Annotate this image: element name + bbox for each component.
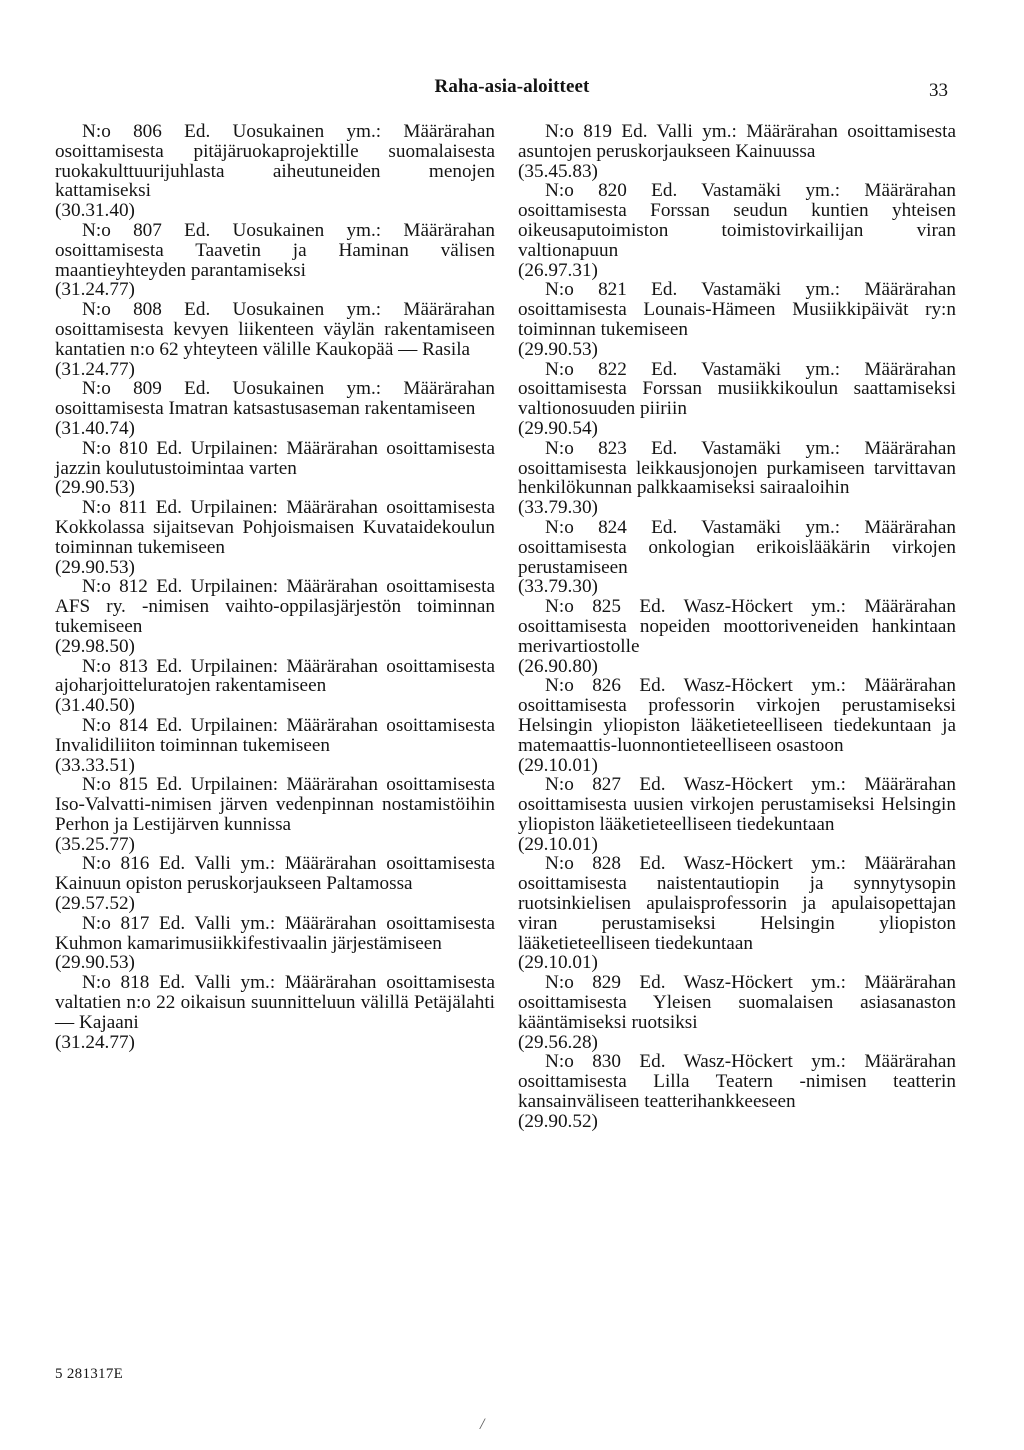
motion-entry [55,775,495,854]
page-number: 33 [929,80,948,101]
budget-reference: (29.10.01) [518,833,598,855]
motion-entry [55,854,495,913]
motion-entry [518,1052,956,1131]
motion-entry [55,498,495,577]
motion-entry [518,775,956,854]
motion-text: N:o 822 Ed. Vastamäki ym.: Määrärahan osoittamisesta Forssan musiikkikoulun saattamiseksi valtionosuuden piiriin [518,358,956,420]
budget-reference: (26.90.80) [518,655,598,677]
motion-text: N:o 816 Ed. Valli ym.: Määrärahan osoittamisesta Kainuun opiston peruskorjaukseen Paltamossa [55,853,495,895]
motion-entry [55,221,495,300]
motion-entry [518,439,956,518]
budget-reference: (29.98.50) [55,635,135,657]
budget-reference: (31.40.74) [55,417,135,439]
motion-entry [518,597,956,676]
motion-entry [518,181,956,280]
motion-text: N:o 826 Ed. Wasz-Höckert ym.: Määrärahan osoittamisesta professorin virkojen perustamiseksi Helsingin yliopiston lääketieteelliseen tiedekuntaan ja matemaattis-luonnontieteelliseen osastoon [518,675,956,756]
motion-entry [55,379,495,438]
budget-reference: (29.90.53) [55,556,135,578]
budget-reference: (29.57.52) [55,893,135,915]
motion-text: N:o 810 Ed. Urpilainen: Määrärahan osoittamisesta jazzin koulutustoimintaa varten [55,437,495,479]
left-column [55,122,495,1052]
motion-text: N:o 812 Ed. Urpilainen: Määrärahan osoittamisesta AFS ry. -nimisen vaihto-oppilasjärjestön toiminnan tukemiseen [55,576,495,637]
print-code: 5 281317E [55,1366,124,1382]
motion-text: N:o 818 Ed. Valli ym.: Määrärahan osoittamisesta valtatien n:o 22 oikaisun suunnitteluun välillä Petäjälahti — Kajaani [55,972,495,1033]
right-column [518,122,956,1132]
motion-text: N:o 819 Ed. Valli ym.: Määrärahan osoittamisesta asuntojen peruskorjaukseen Kainuussa [518,121,956,162]
budget-reference: (29.90.53) [55,952,135,974]
budget-reference: (26.97.31) [518,259,598,281]
motion-entry [518,360,956,439]
budget-reference: (35.45.83) [518,160,598,182]
budget-reference: (33.33.51) [55,754,135,776]
budget-reference: (29.90.52) [518,1110,598,1132]
motion-text: N:o 830 Ed. Wasz-Höckert ym.: Määrärahan osoittamisesta Lilla Teatern -nimisen teatterin kansainväliseen teatterihankkeeseen [518,1051,956,1113]
motion-text: N:o 808 Ed. Uosukainen ym.: Määrärahan osoittamisesta kevyen liikenteen väylän rakentamiseen kantatien n:o 62 yhteyteen välille Kaukopää — Rasila [55,299,495,360]
motion-entry [518,280,956,359]
motion-text: N:o 817 Ed. Valli ym.: Määrärahan osoittamisesta Kuhmon kamarimusiikkifestivaalin järjestämiseen [55,912,495,954]
motion-entry [55,439,495,498]
motion-entry [55,914,495,973]
motion-entry [55,973,495,1052]
budget-reference: (35.25.77) [55,833,135,855]
budget-reference: (31.24.77) [55,279,135,301]
budget-reference: (29.90.54) [518,417,598,439]
motion-text: N:o 824 Ed. Vastamäki ym.: Määrärahan osoittamisesta onkologian erikoislääkärin virkojen perustamiseen [518,516,956,578]
motion-entry [55,716,495,775]
motion-text: N:o 823 Ed. Vastamäki ym.: Määrärahan osoittamisesta leikkausjonojen purkamiseen tarvittavan henkilökunnan palkkaamiseksi sairaaloihin [518,437,956,499]
motion-entry [55,657,495,716]
motion-text: N:o 809 Ed. Uosukainen ym.: Määrärahan osoittamisesta Imatran katsastusaseman rakentamiseen [55,378,495,420]
budget-reference: (33.79.30) [518,497,598,519]
motion-entry [55,300,495,379]
motion-text: N:o 825 Ed. Wasz-Höckert ym.: Määrärahan osoittamisesta nopeiden moottoriveneiden hankintaan merivartiostolle [518,596,956,657]
motion-text: N:o 807 Ed. Uosukainen ym.: Määrärahan osoittamisesta Taavetin ja Haminan välisen maantieyhteyden parantamiseksi [55,219,495,281]
motion-text: N:o 814 Ed. Urpilainen: Määrärahan osoittamisesta Invalidiliiton toiminnan tukemiseen [55,714,495,756]
motion-entry [518,676,956,775]
motion-text: N:o 820 Ed. Vastamäki ym.: Määrärahan osoittamisesta Forssan seudun kuntien yhteisen oikeusaputoimiston toimistovirkailijan viran valtionapuun [518,180,956,261]
motion-entry [518,854,956,973]
motion-text: N:o 827 Ed. Wasz-Höckert ym.: Määrärahan osoittamisesta uusien virkojen perustamiseksi Helsingin yliopiston lääketieteelliseen tiedekuntaan [518,774,956,835]
motion-entry [518,122,956,181]
budget-reference: (29.56.28) [518,1031,598,1053]
budget-reference: (31.40.50) [55,695,135,717]
motion-text: N:o 813 Ed. Urpilainen: Määrärahan osoittamisesta ajoharjoitteluratojen rakentamiseen [55,655,495,697]
budget-reference: (31.24.77) [55,358,135,380]
budget-reference: (29.90.53) [55,477,135,499]
budget-reference: (29.10.01) [518,754,598,776]
motion-text: N:o 806 Ed. Uosukainen ym.: Määrärahan osoittamisesta pitäjäruokaprojektille suomalaisesta ruokakulttuurijuhlasta aiheutuneiden menojen kattamiseksi [55,121,495,202]
motion-text: N:o 811 Ed. Urpilainen: Määrärahan osoittamisesta Kokkolassa sijaitsevan Pohjoismaisen Kuvataidekoulun toiminnan tukemiseen [55,497,495,558]
budget-reference: (30.31.40) [55,200,135,222]
motion-text: N:o 821 Ed. Vastamäki ym.: Määrärahan osoittamisesta Lounais-Hämeen Musiikkipäivät ry:n toiminnan tukemiseen [518,279,956,340]
motion-text: N:o 815 Ed. Urpilainen: Määrärahan osoittamisesta Iso-Valvatti-nimisen järven vedenpinnan nostamistöihin Perhon ja Lestijärven kunnissa [55,774,495,835]
motion-entry [518,518,956,597]
budget-reference: (33.79.30) [518,576,598,598]
budget-reference: (31.24.77) [55,1031,135,1053]
motion-entry [55,577,495,656]
budget-reference: (29.90.53) [518,338,598,360]
motion-entry [55,122,495,221]
motion-entry [518,973,956,1052]
motion-text: N:o 829 Ed. Wasz-Höckert ym.: Määrärahan osoittamisesta Yleisen suomalaisen asiasanaston kääntämiseksi ruotsiksi [518,972,956,1033]
motion-text: N:o 828 Ed. Wasz-Höckert ym.: Määrärahan osoittamisesta naistentautiopin ja synnytysopin ruotsinkielisen apulaisprofessorin ja apulaisopettajan viran perustamiseksi Helsingin yliopiston lääketieteelliseen tiedekuntaan [518,853,956,954]
running-title: Raha-asia-aloitteet [434,76,590,97]
budget-reference: (29.10.01) [518,952,598,974]
stray-pencil-mark: / [480,1416,485,1433]
